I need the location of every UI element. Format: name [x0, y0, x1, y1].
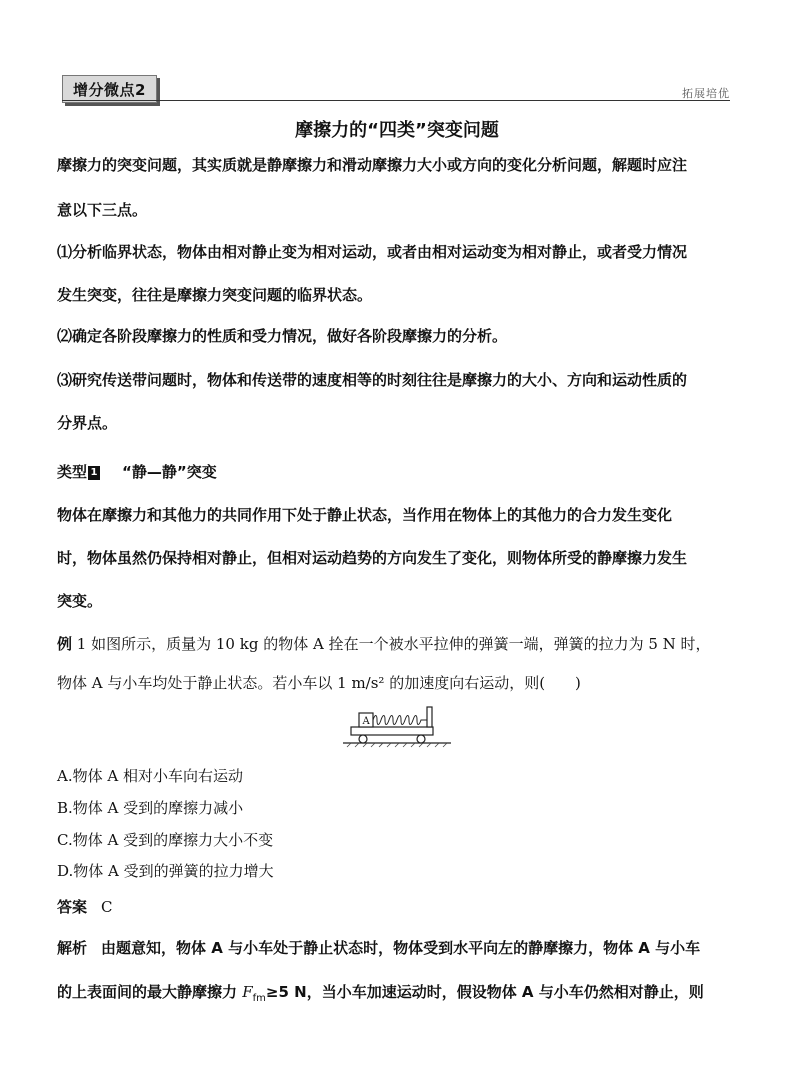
point-3-line-2: 分界点。	[57, 414, 118, 432]
type-1-line-2: 时，物体虽然仍保持相对静止，但相对运动趋势的方向发生了变化，则物体所受的静摩擦力发生	[57, 549, 688, 567]
cart-post	[427, 707, 432, 727]
answer-line	[57, 896, 737, 917]
analysis-text-1: 由题意知，物体 A 与小车处于静止状态时，物体受到水平向左的静摩擦力，物体 A 与小车	[101, 939, 701, 957]
option-b: B.物体 A 受到的摩擦力减小	[57, 799, 244, 817]
wheel-right	[417, 735, 425, 743]
intro-line-1: 摩擦力的突变问题，其实质就是静摩擦力和滑动摩擦力大小或方向的变化分析问题，解题时应注	[57, 156, 688, 174]
type-1-heading	[57, 461, 737, 482]
point-1-line-1: ⑴分析临界状态，物体由相对静止变为相对运动，或者由相对运动变为相对静止，或者受力情况	[57, 243, 688, 261]
example-line-2: 物体 A 与小车均处于静止状态。若小车以 1 m/s² 的加速度向右运动，则( )	[57, 674, 581, 692]
block-a-label: A	[362, 716, 370, 727]
example-line-1	[57, 633, 737, 654]
example-number: 1	[76, 635, 87, 653]
section-tag: 增分微点2	[62, 75, 157, 103]
type-label: 类型	[57, 463, 88, 481]
header-category: 拓展培优	[682, 87, 730, 100]
type-1-line-3: 突变。	[57, 592, 103, 610]
type-name: “静—静”突变	[122, 463, 217, 481]
analysis-text-2b: ≥5 N，当小车加速运动时，假设物体 A 与小车仍然相对静止，则	[265, 983, 704, 1001]
spring	[373, 716, 427, 725]
analysis-text-2a: 的上表面间的最大静摩擦力	[57, 983, 243, 1001]
force-subscript: fm	[252, 993, 266, 1004]
example-text-1: 如图所示，质量为 10 kg 的物体 A 拴在一个被水平拉伸的弹簧一端，弹簧的拉力为 5 N 时，	[91, 635, 711, 653]
option-d: D.物体 A 受到的弹簧的拉力增大	[57, 862, 274, 880]
analysis-label: 解析	[57, 939, 88, 957]
type-1-line-1: 物体在摩擦力和其他力的共同作用下处于静止状态，当作用在物体上的其他力的合力发生变化	[57, 506, 673, 524]
option-c: C.物体 A 受到的摩擦力大小不变	[57, 831, 274, 849]
point-2: ⑵确定各阶段摩擦力的性质和受力情况，做好各阶段摩擦力的分析。	[57, 327, 508, 345]
intro-line-2: 意以下三点。	[57, 201, 148, 219]
wheel-left	[359, 735, 367, 743]
example-label: 例	[57, 635, 73, 653]
cart-spring-figure	[341, 703, 453, 749]
header-divider	[62, 100, 730, 101]
cart-body	[351, 727, 433, 735]
point-3-line-1: ⑶研究传送带问题时，物体和传送带的速度相等的时刻往往是摩擦力的大小、方向和运动性质的	[57, 371, 688, 389]
type-number-badge: 1	[88, 466, 100, 480]
page-title: 摩擦力的“四类”突变问题	[295, 120, 499, 141]
analysis-line-2	[57, 981, 737, 1004]
point-1-line-2: 发生突变，往往是摩擦力突变问题的临界状态。	[57, 286, 373, 304]
answer-label: 答案	[57, 898, 88, 916]
answer-value: C	[101, 898, 113, 916]
analysis-line-1	[57, 937, 737, 958]
force-symbol: F	[242, 983, 253, 1001]
option-a: A.物体 A 相对小车向右运动	[57, 767, 243, 785]
